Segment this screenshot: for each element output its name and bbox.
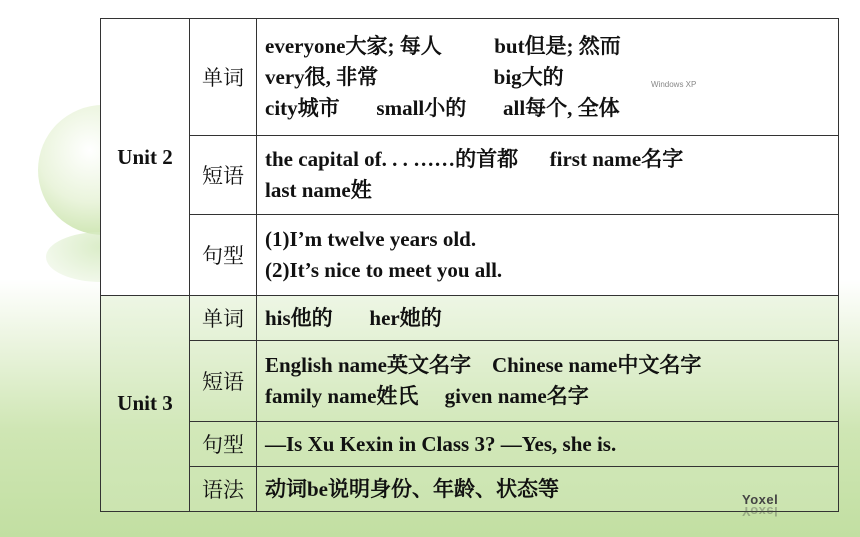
watermark-text: Yoxel — [742, 492, 779, 507]
row-content: his他的 her她的 — [257, 296, 839, 341]
unit-label: Unit 3 — [101, 296, 190, 512]
category-label: 单词 — [190, 19, 257, 136]
category-label: 短语 — [190, 136, 257, 215]
row-content: English name英文名字 Chinese name中文名字 family name姓氏 given name名字 — [257, 341, 839, 422]
unit-label: Unit 2 — [101, 19, 190, 296]
table-row — [101, 422, 839, 467]
vocabulary-table — [100, 18, 839, 512]
category-label: 句型 — [190, 422, 257, 467]
category-label: 单词 — [190, 296, 257, 341]
table-row — [101, 467, 839, 512]
category-label: 语法 — [190, 467, 257, 512]
row-content: everyone大家; 每人 but但是; 然而 very很, 非常 big大的 city城市 small小的 all每个, 全体 — [257, 19, 839, 136]
row-content: —Is Xu Kexin in Class 3? —Yes, she is. — [257, 422, 839, 467]
row-content: the capital of. . . ……的首都 first name名字 last name姓 — [257, 136, 839, 215]
category-label: 短语 — [190, 341, 257, 422]
table-row — [101, 215, 839, 296]
row-content: 动词be说明身份、年龄、状态等 — [257, 467, 839, 512]
windows-xp-mark: Windows XP — [651, 80, 697, 89]
row-content: (1)I’m twelve years old. (2)It’s nice to meet you all. — [257, 215, 839, 296]
table-row — [101, 341, 839, 422]
table-row — [101, 19, 839, 136]
table-row — [101, 136, 839, 215]
watermark-logo — [742, 492, 779, 519]
category-label: 句型 — [190, 215, 257, 296]
table-row — [101, 296, 839, 341]
watermark-reflection: Yoxel — [742, 504, 779, 519]
